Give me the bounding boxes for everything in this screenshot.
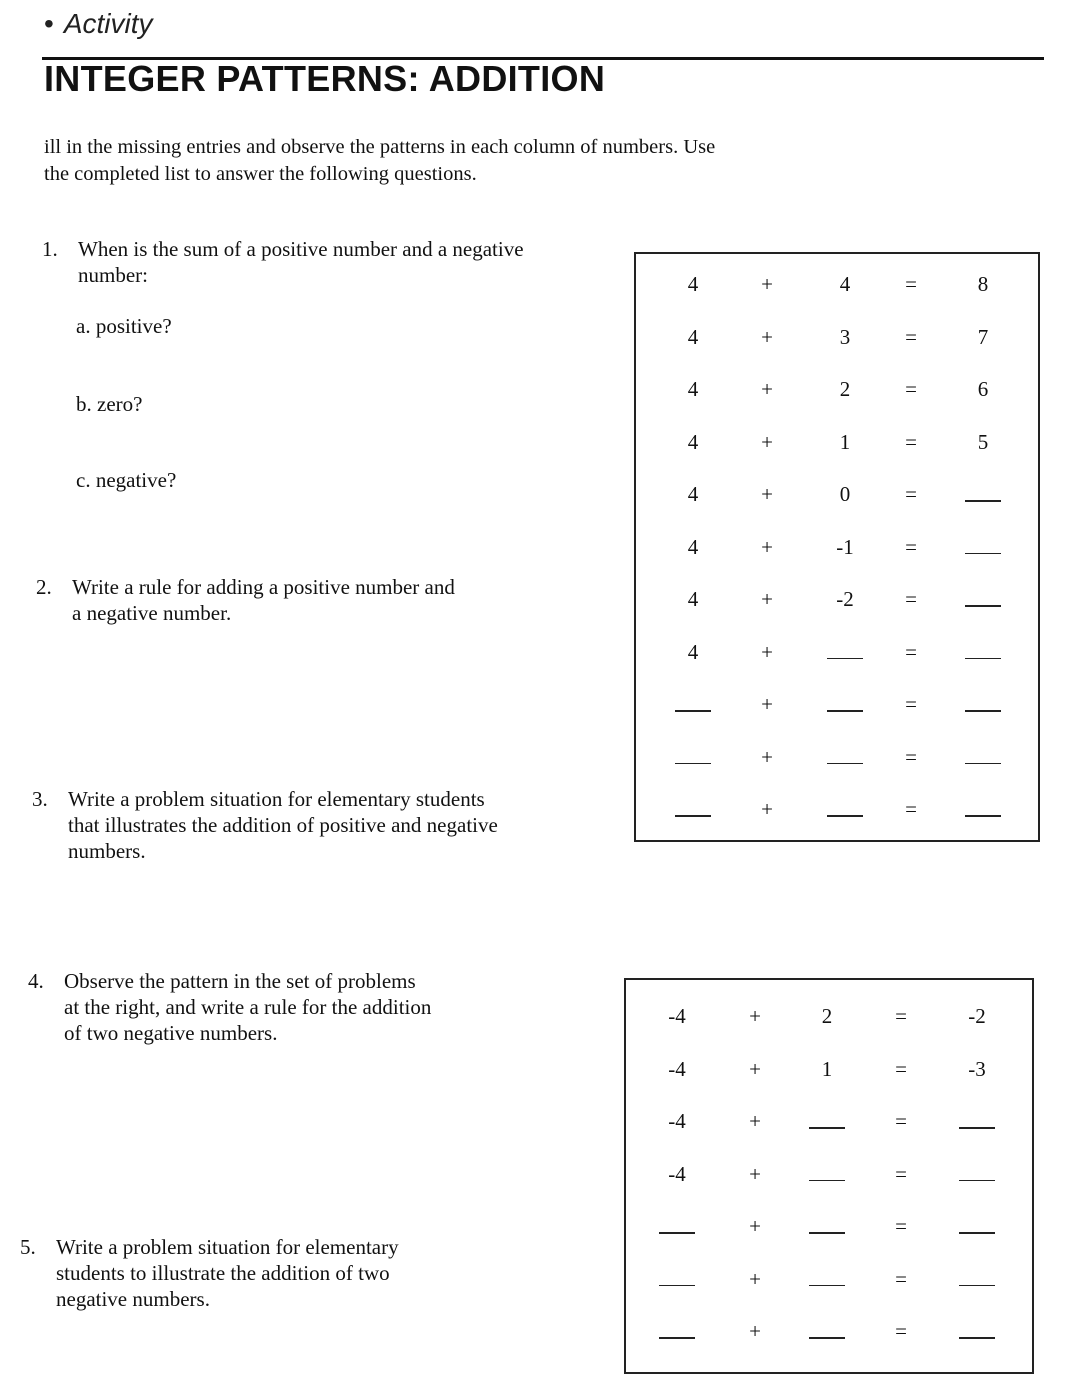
- equation-row: [626, 1263, 1032, 1295]
- addend-2-blank[interactable]: [809, 1127, 845, 1129]
- equals-sign-cell: =: [895, 1266, 907, 1291]
- addend-2-cell: 0: [839, 482, 851, 506]
- addend-2-blank[interactable]: [827, 763, 863, 765]
- page-title: INTEGER PATTERNS: ADDITION: [44, 58, 606, 99]
- addend-2-blank[interactable]: [827, 710, 863, 712]
- activity-label: [44, 8, 153, 40]
- addend-1-blank[interactable]: [659, 1337, 695, 1339]
- addend-1-blank[interactable]: [675, 763, 711, 765]
- equals-sign-cell: =: [895, 1004, 907, 1028]
- plus-sign-cell: +: [749, 1109, 761, 1133]
- question-text-line: of two negative numbers.: [64, 1021, 278, 1045]
- equation-row: [636, 583, 1038, 615]
- addend-2-cell: 2: [821, 1004, 833, 1028]
- question-text-line: Write a problem situation for elementary students: [68, 787, 485, 811]
- question-number: 5.: [20, 1235, 36, 1259]
- addend-2-cell: 1: [821, 1056, 833, 1081]
- equation-row: [636, 741, 1038, 773]
- sum-blank[interactable]: [959, 1337, 995, 1339]
- addend-2-cell: 2: [839, 377, 851, 401]
- plus-sign-cell: +: [761, 797, 773, 821]
- equals-sign-cell: =: [905, 692, 917, 716]
- sum-blank[interactable]: [965, 605, 1001, 607]
- question-text-line: Observe the pattern in the set of problems: [64, 969, 416, 993]
- instructions-line-1: ill in the missing entries and observe the patterns in each column of numbers. Use: [44, 136, 716, 158]
- equals-sign-cell: =: [905, 482, 917, 506]
- sum-cell: 8: [977, 272, 989, 296]
- equation-row: [636, 373, 1038, 405]
- question-text-line: negative numbers.: [56, 1287, 210, 1311]
- addend-2-cell: -1: [836, 534, 854, 559]
- addend-2-cell: -2: [836, 587, 854, 611]
- sum-blank[interactable]: [965, 500, 1001, 502]
- question-text-line: at the right, and write a rule for the addition: [64, 995, 432, 1019]
- sum-blank[interactable]: [965, 553, 1001, 555]
- pattern-table-positive-negative: [634, 252, 1040, 842]
- addend-2-cell: 1: [839, 429, 851, 454]
- addend-1-cell: -4: [668, 1109, 686, 1133]
- sum-blank[interactable]: [965, 658, 1001, 660]
- plus-sign-cell: +: [749, 1266, 761, 1291]
- equation-row: [626, 1315, 1032, 1347]
- addend-1-cell: 4: [687, 272, 699, 296]
- addend-1-cell: -4: [668, 1161, 686, 1186]
- equals-sign-cell: =: [905, 272, 917, 296]
- equation-row: [636, 688, 1038, 720]
- activity-label-text: Activity: [63, 8, 153, 39]
- question-4: [28, 968, 588, 1048]
- equals-sign-cell: =: [905, 377, 917, 401]
- equals-sign-cell: =: [895, 1109, 907, 1133]
- addend-1-cell: 4: [687, 377, 699, 401]
- question-1-part-b: b. zero?: [76, 392, 143, 416]
- equals-sign-cell: =: [895, 1056, 907, 1081]
- equals-sign-cell: =: [905, 744, 917, 769]
- pattern-table-two-negatives: [624, 978, 1034, 1374]
- sum-blank[interactable]: [959, 1180, 995, 1182]
- addend-1-cell: -4: [668, 1004, 686, 1028]
- plus-sign-cell: +: [749, 1056, 761, 1081]
- addend-2-blank[interactable]: [809, 1337, 845, 1339]
- equation-row: [636, 531, 1038, 563]
- equals-sign-cell: =: [905, 639, 917, 664]
- equals-sign-cell: =: [905, 534, 917, 559]
- sum-cell: -3: [968, 1056, 986, 1081]
- sum-cell: 6: [977, 377, 989, 401]
- question-5: [20, 1234, 580, 1314]
- sum-cell: 5: [977, 429, 989, 454]
- equation-row: [636, 793, 1038, 825]
- plus-sign-cell: +: [761, 744, 773, 769]
- addend-2-cell: 3: [839, 324, 851, 349]
- question-3: [32, 786, 592, 866]
- plus-sign-cell: +: [761, 534, 773, 559]
- equation-row: [636, 426, 1038, 458]
- equation-row: [626, 1053, 1032, 1085]
- plus-sign-cell: +: [761, 377, 773, 401]
- sum-blank[interactable]: [959, 1127, 995, 1129]
- addend-1-blank[interactable]: [659, 1285, 695, 1287]
- addend-1-blank[interactable]: [675, 710, 711, 712]
- addend-1-cell: 4: [687, 534, 699, 559]
- question-text-line: Write a rule for adding a positive number and: [72, 575, 455, 599]
- question-text-line: numbers.: [68, 839, 146, 863]
- addend-1-cell: -4: [668, 1056, 686, 1081]
- equals-sign-cell: =: [895, 1214, 907, 1238]
- addend-2-cell: 4: [839, 272, 851, 296]
- equation-row: [636, 321, 1038, 353]
- plus-sign-cell: +: [749, 1319, 761, 1343]
- equals-sign-cell: =: [905, 324, 917, 349]
- sum-blank[interactable]: [959, 1285, 995, 1287]
- question-number: 1.: [42, 237, 58, 261]
- question-text-line: a negative number.: [72, 601, 232, 625]
- addend-1-blank[interactable]: [659, 1232, 695, 1234]
- addend-2-blank[interactable]: [827, 658, 863, 660]
- question-number: 3.: [32, 787, 48, 811]
- addend-1-cell: 4: [687, 324, 699, 349]
- sum-blank[interactable]: [965, 763, 1001, 765]
- addend-2-blank[interactable]: [827, 815, 863, 817]
- plus-sign-cell: +: [761, 587, 773, 611]
- question-number: 2.: [36, 575, 52, 599]
- bullet-icon: •: [44, 8, 54, 39]
- equals-sign-cell: =: [895, 1319, 907, 1343]
- question-text-line: that illustrates the addition of positive and negative: [68, 813, 498, 837]
- question-2: [36, 574, 596, 634]
- plus-sign-cell: +: [761, 482, 773, 506]
- question-1-part-c: c. negative?: [76, 468, 177, 492]
- sum-blank[interactable]: [965, 710, 1001, 712]
- question-1: [42, 236, 602, 296]
- question-text-line: number:: [78, 263, 148, 287]
- equals-sign-cell: =: [905, 429, 917, 454]
- equation-row: [626, 1105, 1032, 1137]
- addend-2-blank[interactable]: [809, 1180, 845, 1182]
- plus-sign-cell: +: [761, 429, 773, 454]
- addend-1-blank[interactable]: [675, 815, 711, 817]
- question-1-part-a: a. positive?: [76, 314, 172, 338]
- plus-sign-cell: +: [761, 272, 773, 296]
- equation-row: [626, 1158, 1032, 1190]
- plus-sign-cell: +: [749, 1004, 761, 1028]
- plus-sign-cell: +: [761, 692, 773, 716]
- sum-cell: 7: [977, 324, 989, 349]
- plus-sign-cell: +: [761, 324, 773, 349]
- question-number: 4.: [28, 969, 44, 993]
- plus-sign-cell: +: [761, 639, 773, 664]
- equation-row: [636, 636, 1038, 668]
- instructions-line-2: the completed list to answer the following questions.: [44, 163, 477, 185]
- equation-row: [626, 1210, 1032, 1242]
- plus-sign-cell: +: [749, 1161, 761, 1186]
- equation-row: [636, 478, 1038, 510]
- plus-sign-cell: +: [749, 1214, 761, 1238]
- addend-2-blank[interactable]: [809, 1232, 845, 1234]
- addend-1-cell: 4: [687, 429, 699, 454]
- addend-1-cell: 4: [687, 587, 699, 611]
- equals-sign-cell: =: [895, 1161, 907, 1186]
- question-text-line: students to illustrate the addition of two: [56, 1261, 390, 1285]
- addend-1-cell: 4: [687, 482, 699, 506]
- addend-2-blank[interactable]: [809, 1285, 845, 1287]
- sum-cell: -2: [968, 1004, 986, 1028]
- sum-blank[interactable]: [965, 815, 1001, 817]
- sum-blank[interactable]: [959, 1232, 995, 1234]
- question-text-line: When is the sum of a positive number and a negative: [78, 237, 524, 261]
- addend-1-cell: 4: [687, 639, 699, 664]
- equation-row: [626, 1000, 1032, 1032]
- question-text-line: Write a problem situation for elementary: [56, 1235, 399, 1259]
- equals-sign-cell: =: [905, 797, 917, 821]
- equals-sign-cell: =: [905, 587, 917, 611]
- equation-row: [636, 268, 1038, 300]
